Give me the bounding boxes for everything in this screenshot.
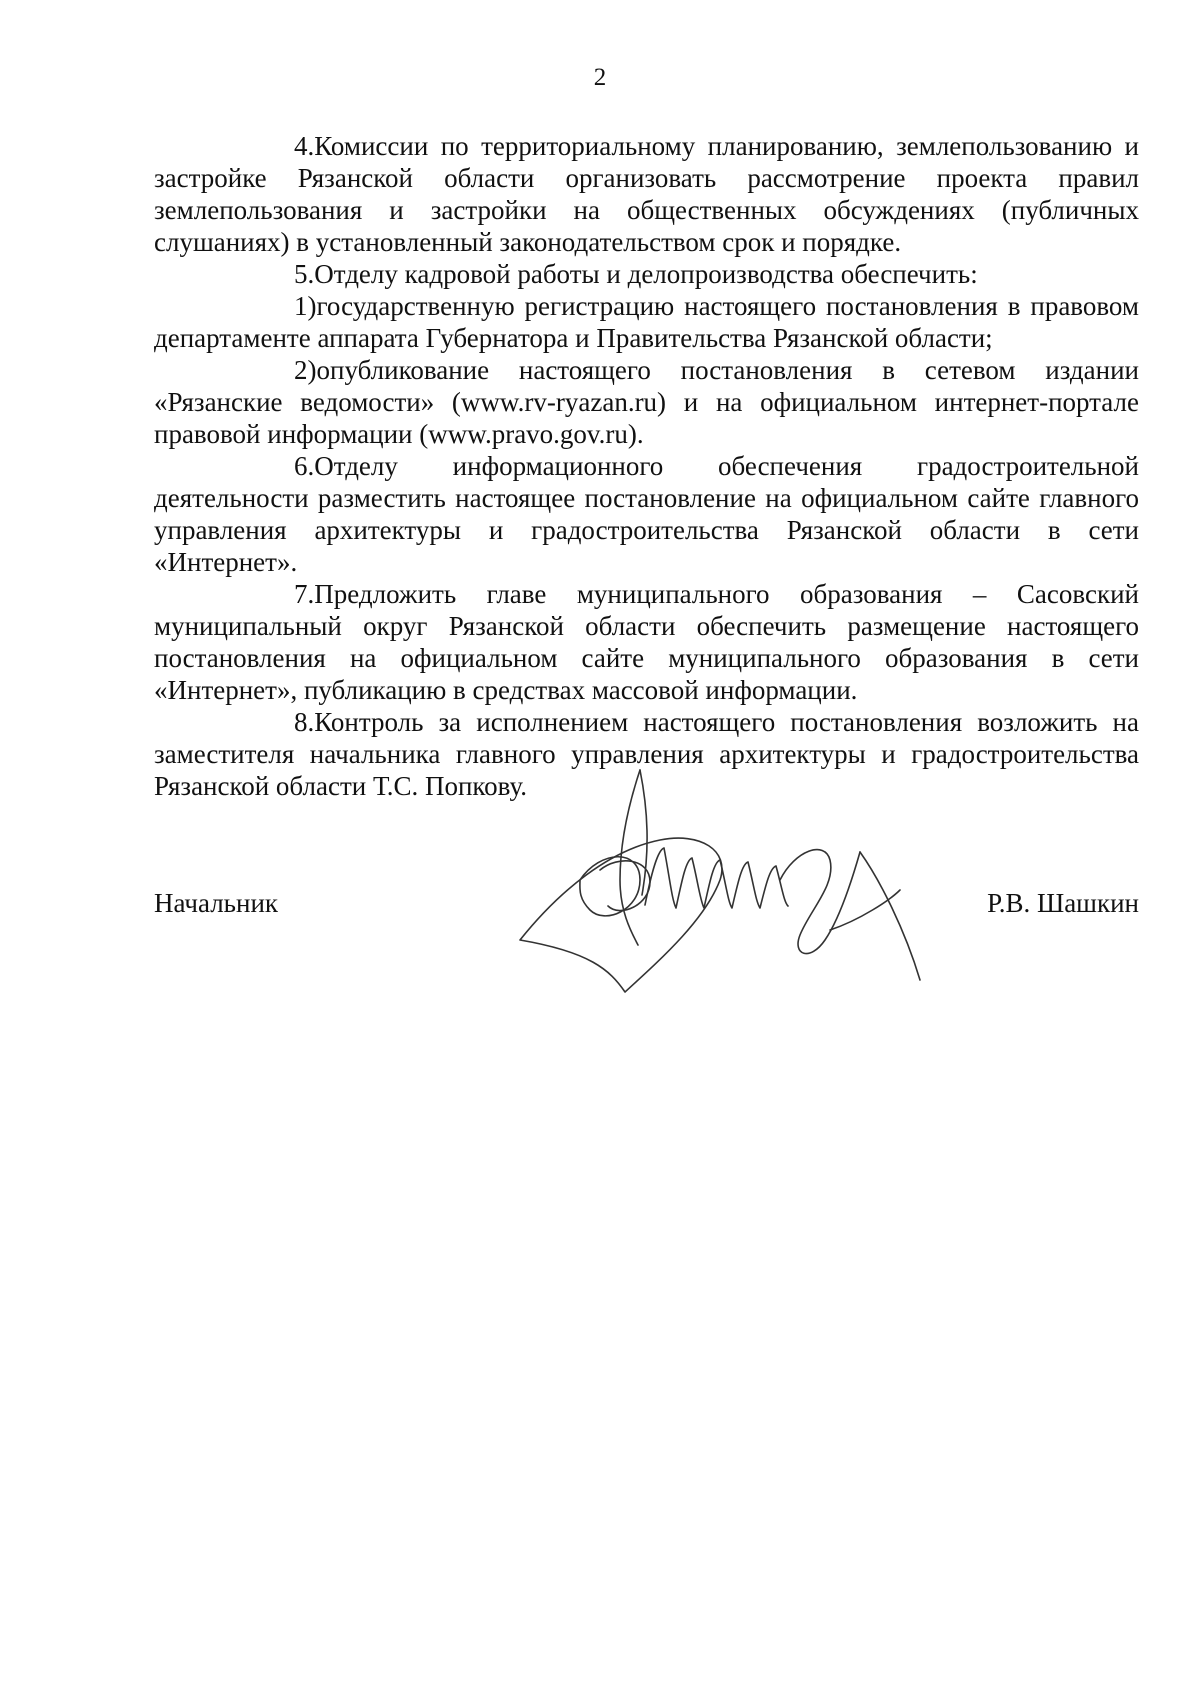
paragraph-text: Контроль за исполнением настоящего постановления возложить на заместителя начальника главного управления архитектуры и градостроительства Рязанской области Т.С. Попкову.: [154, 707, 1139, 801]
signatory-name: Р.В. Шашкин: [987, 888, 1139, 918]
paragraph-number: 7.: [294, 579, 315, 609]
paragraph-6: [154, 450, 1139, 578]
paragraph-5: [154, 258, 1139, 290]
page-number: 2: [593, 64, 607, 91]
paragraph-text: Комиссии по территориальному планированию, землепользованию и застройке Рязанской области организовать рассмотрение проекта правил землепользования и застройки на общественных обсуждениях (публичных слушаниях) в установленный законодательством срок и порядке.: [154, 131, 1139, 257]
paragraph-number: 8.: [294, 707, 315, 737]
paragraph-text: опубликование настоящего постановления в сетевом издании «Рязанские ведомости» (www.rv-ryazan.ru) и на официальном интернет-портале правовой информации (www.pravo.gov.ru).: [154, 355, 1139, 449]
paragraph-number: 6.: [294, 451, 315, 481]
paragraph-text: Отделу информационного обеспечения градостроительной деятельности разместить настоящее постановление на официальном сайте главного управления архитектуры и градостроительства Рязанской области в сети «Интернет».: [154, 451, 1139, 577]
paragraph-number: 1): [294, 291, 317, 321]
paragraph-number: 2): [294, 355, 317, 385]
subparagraph-2: [154, 354, 1139, 450]
document-body: [154, 130, 1139, 802]
paragraph-number: 4.: [294, 131, 315, 161]
paragraph-text: Отделу кадровой работы и делопроизводства обеспечить:: [314, 259, 978, 289]
paragraph-number: 5.: [294, 259, 315, 289]
paragraph-4: [154, 130, 1139, 258]
paragraph-text: государственную регистрацию настоящего постановления в правовом департаменте аппарата Губернатора и Правительства Рязанской области;: [154, 291, 1139, 353]
signatory-title: Начальник: [154, 888, 279, 918]
handwritten-signature: [480, 730, 940, 1030]
subparagraph-1: [154, 290, 1139, 354]
paragraph-7: [154, 578, 1139, 706]
paragraph-text: Предложить главе муниципального образования – Сасовский муниципальный округ Рязанской области обеспечить размещение настоящего постановления на официальном сайте муниципального образования в сети «Интернет», публикацию в средствах массовой информации.: [154, 579, 1139, 705]
